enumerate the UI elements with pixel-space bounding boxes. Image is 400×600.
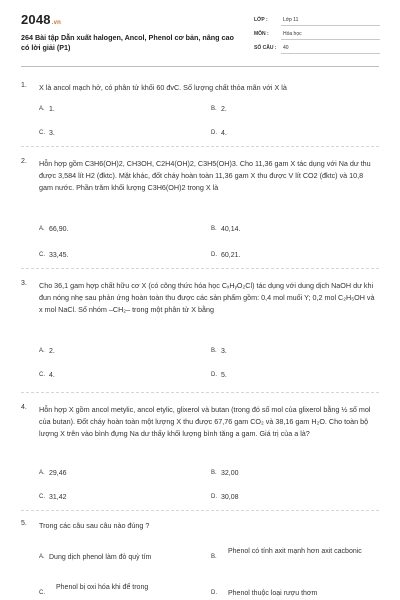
- option-text: 31,42: [49, 494, 67, 501]
- option-letter: C.: [39, 494, 45, 500]
- option-letter: D.: [211, 494, 217, 500]
- question-text: Cho 36,1 gam hợp chất hữu cơ X (có công thức hóa học CₓHᵧO₂Cl) tác dụng với dung dịch NaOH dư khi đun nóng nhẹ sau phản ứng hoàn toàn thu được các sản phẩm gồm: 0,4 mol muối Y; 0,2 mol C₂H₅OH và x mol NaCl. Số nhóm –CH₂– trong một phân tử X bằng: [39, 281, 375, 314]
- question-divider: [21, 510, 379, 511]
- count-underline: [281, 53, 380, 54]
- option-text: 5.: [221, 372, 227, 379]
- option-letter: A.: [39, 106, 45, 112]
- option-text: 4.: [221, 130, 227, 137]
- question-number: 5.: [21, 520, 27, 527]
- option-text: 60,21.: [221, 252, 241, 259]
- option-text: Phenol thuộc loại rượu thơm: [228, 590, 318, 597]
- question-divider: [21, 268, 379, 269]
- option-letter: B.: [211, 226, 217, 232]
- option-letter: B.: [211, 106, 217, 112]
- option-text: 30,08: [221, 494, 239, 501]
- count-value: 40: [283, 45, 289, 51]
- subject-row: [254, 31, 380, 41]
- option-letter: D.: [211, 130, 217, 136]
- option-text: 3.: [49, 130, 55, 137]
- option-letter: C.: [39, 590, 45, 596]
- option-text: 32,00: [221, 470, 239, 477]
- option-letter: A.: [39, 226, 45, 232]
- option-text: 33,45.: [49, 252, 69, 259]
- option-letter: A.: [39, 348, 45, 354]
- option-letter: A.: [39, 470, 45, 476]
- question-divider: [21, 392, 379, 393]
- question-text: Trong các câu sau câu nào đúng ?: [39, 521, 150, 530]
- option-text: Phenol có tính axit mạnh hơn axit cacbonic: [228, 548, 362, 555]
- option-letter: C.: [39, 252, 45, 258]
- site-logo[interactable]: [21, 12, 61, 27]
- count-row: [254, 45, 380, 55]
- option-letter: B.: [211, 470, 217, 476]
- option-text: Phenol bị oxi hóa khi để trong: [56, 584, 149, 591]
- option-letter: D.: [211, 372, 217, 378]
- question-divider: [21, 146, 379, 147]
- count-label: SỐ CÂU :: [254, 45, 277, 51]
- option-letter: D.: [211, 252, 217, 258]
- option-text: 3.: [221, 348, 227, 355]
- option-letter: B.: [211, 348, 217, 354]
- grade-row: [254, 17, 380, 27]
- question-text: X là ancol mạch hở, có phân tử khối 60 đvC. Số lượng chất thỏa mãn với X là: [39, 83, 287, 92]
- option-text: 1.: [49, 106, 55, 113]
- option-text: 40,14.: [221, 226, 241, 233]
- grade-label: LỚP :: [254, 17, 268, 23]
- option-text: 29,46: [49, 470, 67, 477]
- option-text: 66,90.: [49, 226, 69, 233]
- document-title: 264 Bài tập Dẫn xuất halogen, Ancol, Phenol cơ bản, nâng cao có lời giải (P1): [21, 33, 234, 52]
- option-letter: C.: [39, 372, 45, 378]
- question-text: Hỗn hợp X gồm ancol metylic, ancol etylic, glixerol và butan (trong đó số mol của glixerol bằng ½ số mol của butan). Đốt cháy hoàn toàn một lượng X thu được 67,76 gam CO₂ và 38,16 gam H₂O. Cho toàn bộ lượng X trên vào bình đựng Na dư thấy khối lượng bình tăng a gam. Giá trị của a là?: [39, 405, 371, 438]
- option-text: 2.: [49, 348, 55, 355]
- option-letter: D.: [211, 590, 217, 596]
- grade-value: Lớp 11: [283, 17, 299, 23]
- question-number: 4.: [21, 404, 27, 411]
- subject-value: Hóa học: [283, 31, 302, 37]
- question-number: 3.: [21, 280, 27, 287]
- question-text: Hỗn hợp gồm C3H6(OH)2, CH3OH, C2H4(OH)2, C3H5(OH)3. Cho 11,36 gam X tác dụng với Na dư thu được 3,584 lít H2 (đktc). Mặt khác, đốt cháy hoàn toàn 11,36 gam X thu được V lít CO2 (đktc) và 10,8 gam nước. Phần trăm khối lượng C3H6(OH)2 trong X là: [39, 159, 371, 192]
- option-text: 4.: [49, 372, 55, 379]
- option-letter: B.: [211, 554, 217, 560]
- subject-underline: [281, 39, 380, 40]
- subject-label: MÔN :: [254, 31, 269, 37]
- question-number: 2.: [21, 158, 27, 165]
- option-text: Dung dịch phenol làm đỏ quỳ tím: [49, 554, 152, 561]
- option-letter: A.: [39, 554, 45, 560]
- header-divider: [21, 66, 379, 67]
- grade-underline: [281, 25, 380, 26]
- option-letter: C.: [39, 130, 45, 136]
- option-text: 2.: [221, 106, 227, 113]
- logo-text: 2048: [21, 12, 51, 27]
- logo-suffix: .vn: [51, 20, 62, 26]
- question-number: 1.: [21, 82, 27, 89]
- header: [0, 0, 400, 68]
